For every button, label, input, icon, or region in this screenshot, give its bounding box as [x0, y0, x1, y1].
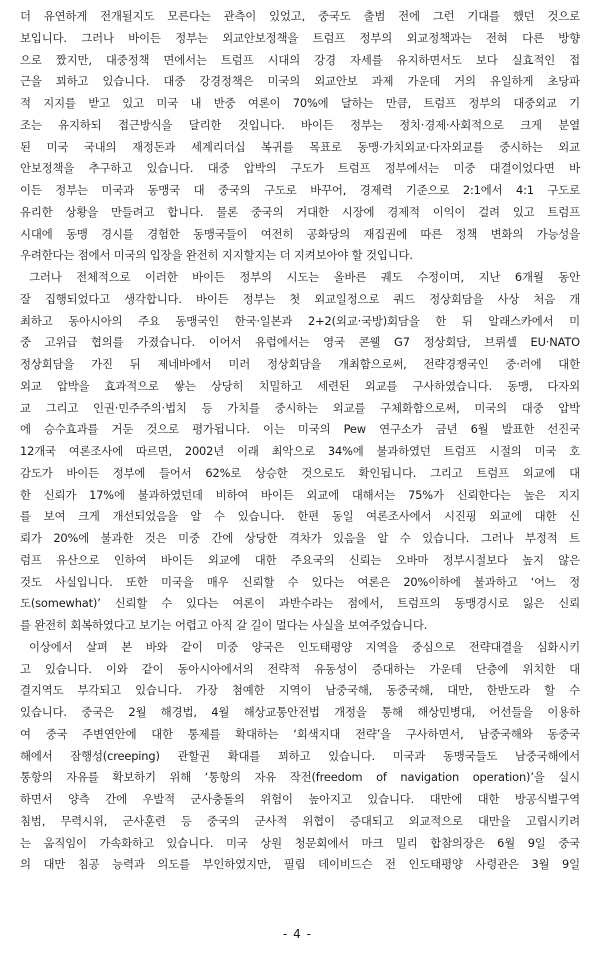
text-line: 침범, 무력시위, 군사훈련 등 중국의 군사적 위협이 증대되고 외교적으로 대만을 고립시키려 [20, 813, 580, 828]
text-line: 이상에서 살펴 본 바와 같이 미중 양국은 인도태평양 지역을 중심으로 전략대결을 심화시키 [29, 639, 580, 654]
text-line: 시대에 동맹 경시를 경험한 동맹국들이 여전히 공화당의 재집권에 따른 정책 변화의 가능성을 [20, 226, 580, 241]
text-line: 정상회담을 가진 뒤 제네바에서 미러 정상회담을 개최함으로써, 전략경쟁국인 중·러에 대한 [20, 357, 580, 371]
text-line: 는 움직임이 가속화하고 있습니다. 미국 상원 청문회에서 마크 밀리 합참의장은 6월 9일 중국 [20, 835, 580, 850]
text-line: 하면서 양측 간에 우발적 군사충돌의 위험이 높아지고 있습니다. 대만에 대한 방공식별구역 [20, 792, 580, 806]
text-line: 중 고위급 협의를 가졌습니다. 이어서 유럽에서는 영국 콘웰 G7 정상회담, 브뤼셀 EU·NATO [20, 335, 580, 350]
text-line: 감도가 바이든 정부에 들어서 62%로 상승한 것으로도 확인됩니다. 그리고 트럼프 외교에 대 [20, 465, 580, 480]
text-line: 의 대만 침공 능력과 의도를 부인하였지만, 필립 데이비드슨 전 인도태평양 사령관은 3월 9일 [20, 857, 580, 872]
text-line: 적 지지를 받고 있고 미국 내 반중 여론이 70%에 달하는 만큼, 트럼프 정부의 대중외교 기 [20, 96, 580, 110]
text-line: 고 있습니다. 이와 같이 동아시아에서의 전략적 유동성이 증대하는 가운데 단층에 위치한 대 [20, 661, 580, 676]
text-line: 안보정책을 추구하고 있습니다. 대중 압박의 구도가 트럼프 정부에서는 미중 대결이었다면 바 [20, 161, 580, 176]
text-line: 를 보여 크게 개선되었음을 알 수 있습니다. 한편 동일 여론조사에서 시진핑 외교에 대한 신 [20, 509, 580, 524]
text-line: 결지역도 부각되고 있습니다. 가장 첨예한 지역이 남중국해, 동중국해, 대만, 한반도라 할 수 [20, 683, 580, 698]
text-line: 잘 집행되었다고 생각합니다. 바이든 정부는 첫 외교일정으로 쿼드 정상회담을 사상 처음 개 [20, 291, 580, 306]
text-line: 우려한다는 점에서 미국의 입장을 완전히 지지할지는 더 지켜보아야 할 것입니다. [20, 248, 413, 263]
text-line: 더 유연하게 전개될지도 모른다는 관측이 있었고, 중국도 출범 전에 그런 기대를 했던 것으로 [20, 9, 580, 23]
text-line: 뢰가 20%에 불과한 것은 미중 간에 상당한 격차가 있음을 알 수 있습니다. 그러나 부정적 트 [20, 531, 580, 545]
text-line: 외교 압박을 효과적으로 쌓는 상당히 치밀하고 세련된 외교를 구사하였습니다. 동맹, 다자외 [20, 378, 580, 393]
text-line: 통항의 자유를 확보하기 위해 ‘통항의 자유 작전(freedom of navigation operation)’을 실시 [20, 770, 580, 785]
text-line: 있습니다. 중국은 2월 해경법, 4월 해상교통안전법 개정을 통해 해상민병대, 어선들을 이용하 [20, 705, 580, 719]
text-line: 교 그리고 인권·민주주의·법치 등 가치를 중시하는 외교를 구체화함으로써, 미국의 대중 압박 [20, 400, 580, 415]
text-line: 그러나 전체적으로 이러한 바이든 정부의 시도는 올바른 궤도 수정이며, 지난 6개월 동안 [29, 270, 580, 284]
text-line: 해에서 잠행성(creeping) 관할권 확대를 꾀하고 있습니다. 미국과 동맹국들도 남중국해에서 [20, 748, 580, 763]
text-line: 유리한 상황을 만들려고 합니다. 물론 중국의 거대한 시장에 경제적 이익이 걸려 있고 트럼프 [20, 204, 580, 219]
text-line: 럼프 유산으로 인하여 바이든 외교에 대한 주요국의 신뢰는 오바마 정부시절보다 높지 않은 [20, 552, 580, 567]
page-number: - 4 - [283, 927, 312, 941]
text-line: 도(somewhat)’ 신뢰할 수 있다는 여론이 과반수라는 점에서, 트럼프의 동맹경시로 잃은 신뢰 [20, 596, 580, 611]
text-line: 12개국 여론조사에 따르면, 2002년 이래 최악으로 34%에 불과하였던 트럼프 시절의 미국 호 [20, 444, 580, 458]
document-body [20, 6, 580, 876]
text-line: 이든 정부는 미국과 동맹국 대 중국의 구도로 바꾸어, 경제력 기준으로 2:1에서 4:1 구도로 [20, 183, 580, 197]
text-line: 를 완전히 회복하였다고 보기는 어렵고 아직 갈 길이 멀다는 사실을 보여주었습니다. [20, 618, 428, 632]
text-line: 한 신뢰가 17%에 불과하였던데 비하여 바이든 외교에 대해서는 75%가 신뢰한다는 높은 지지 [20, 487, 580, 502]
text-line: 된 미국 국내의 재정돈과 세계리더십 복귀를 목표로 동맹·가치외교·다자외교를 중시하는 외교 [20, 139, 580, 154]
text-line: 여 중국 주변연안에 대한 통제를 확대하는 ‘회색지대 전략’을 구사하면서, 남중국해와 동중국 [20, 726, 580, 741]
text-line: 조는 유지하되 접근방식을 달리한 것입니다. 바이든 정부는 정치·경제·사회적으로 크게 분열 [20, 117, 580, 132]
text-line: 보입니다. 그러나 바이든 정부는 외교안보정책을 트럼프 정부의 외교정책과는 전혀 다른 방향 [20, 30, 580, 45]
text-line: 으로 짰지만, 대중정책 면에서는 트럼프 시대의 강경 자세를 유지하면서도 보다 실효적인 접 [20, 52, 580, 67]
text-line: 것도 사실입니다. 또한 미국을 매우 신뢰할 수 있다는 여론은 20%이하에 불과하고 ‘어느 정 [20, 574, 580, 589]
text-line: 에 승수효과를 거둔 것으로 평가됩니다. 이는 미국의 Pew 연구소가 금년 6월 발표한 선진국 [20, 422, 580, 437]
text-line: 최하고 동아시아의 주요 동맹국인 한국·일본과 2+2(외교·국방)회담을 한 뒤 알래스카에서 미 [20, 313, 580, 328]
text-line: 근을 꾀하고 있습니다. 대중 강경정책은 미국의 외교안보 과제 가운데 거의 유일하게 초당파 [20, 74, 580, 89]
